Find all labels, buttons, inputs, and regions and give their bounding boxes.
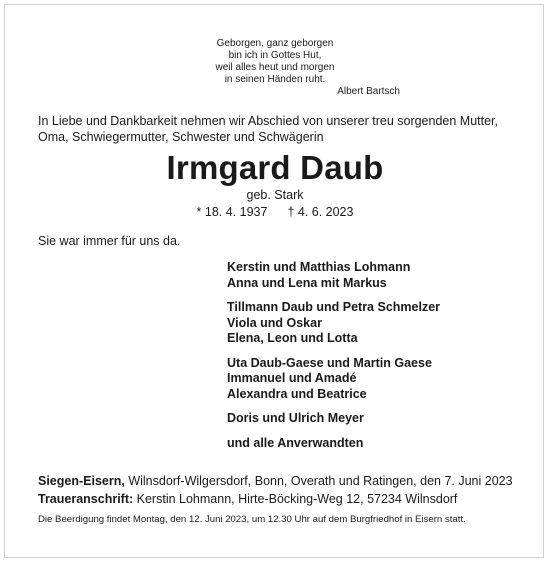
- birth-date: * 18. 4. 1937: [196, 205, 268, 219]
- mourner-line: Anna und Lena mit Markus: [227, 275, 387, 290]
- mourner-group: [227, 436, 527, 452]
- poem-line: in seinen Händen ruht.: [224, 74, 326, 85]
- place-date-line: [38, 472, 528, 490]
- address-text: Kerstin Lohmann, Hirte-Böcking-Weg 12, 57234 Wilnsdorf: [133, 492, 458, 506]
- poem: [150, 38, 400, 86]
- motto: Sie war immer für uns da.: [38, 234, 181, 248]
- mourner-line: Viola und Oskar: [227, 315, 322, 330]
- mourner-group: [227, 356, 527, 403]
- mourners-list: [227, 260, 527, 460]
- poem-line: weil alles heut und morgen: [215, 62, 335, 73]
- funeral-notice: Die Beerdigung findet Montag, den 12. Juni 2023, um 12.30 Uhr auf dem Burgfriedhof in Eisern statt.: [38, 514, 466, 525]
- mourner-line: Tillmann Daub und Petra Schmelzer: [227, 300, 441, 314]
- poem-line: Geborgen, ganz geborgen: [216, 38, 334, 49]
- mourner-line: und alle Anverwandten: [227, 435, 364, 450]
- place-text: Wilnsdorf-Wilgersdorf, Bonn, Overath und Ratingen, den 7. Juni 2023: [124, 474, 513, 488]
- deceased-name: Irmgard Daub: [166, 149, 384, 186]
- mourner-group: [227, 300, 527, 347]
- intro-line: In Liebe und Dankbarkeit nehmen wir Abschied von unserer treu sorgenden Mutter,: [38, 114, 498, 128]
- mourner-line: Immanuel und Amadé: [227, 371, 357, 385]
- footer: [38, 472, 528, 508]
- death-date: † 4. 6. 2023: [287, 205, 354, 219]
- intro-text: [38, 113, 518, 145]
- mourner-group: [227, 411, 527, 427]
- intro-line: Oma, Schwiegermutter, Schwester und Schwägerin: [38, 130, 324, 144]
- address-line: [38, 490, 528, 508]
- mourner-line: Uta Daub-Gaese und Martin Gaese: [227, 355, 432, 370]
- mourner-line: Alexandra und Beatrice: [227, 386, 367, 401]
- maiden-name: geb. Stark: [246, 188, 304, 202]
- mourner-group: [227, 260, 527, 291]
- place-label: Siegen-Eisern,: [38, 474, 125, 488]
- poem-author: Albert Bartsch: [337, 86, 400, 97]
- poem-line: bin ich in Gottes Hut,: [228, 50, 322, 61]
- mourner-line: Kerstin und Matthias Lohmann: [227, 260, 411, 274]
- address-label: Traueranschrift:: [38, 492, 134, 506]
- life-dates: [0, 205, 550, 220]
- mourner-line: Elena, Leon und Lotta: [227, 331, 358, 345]
- mourner-line: Doris und Ulrich Meyer: [227, 411, 364, 425]
